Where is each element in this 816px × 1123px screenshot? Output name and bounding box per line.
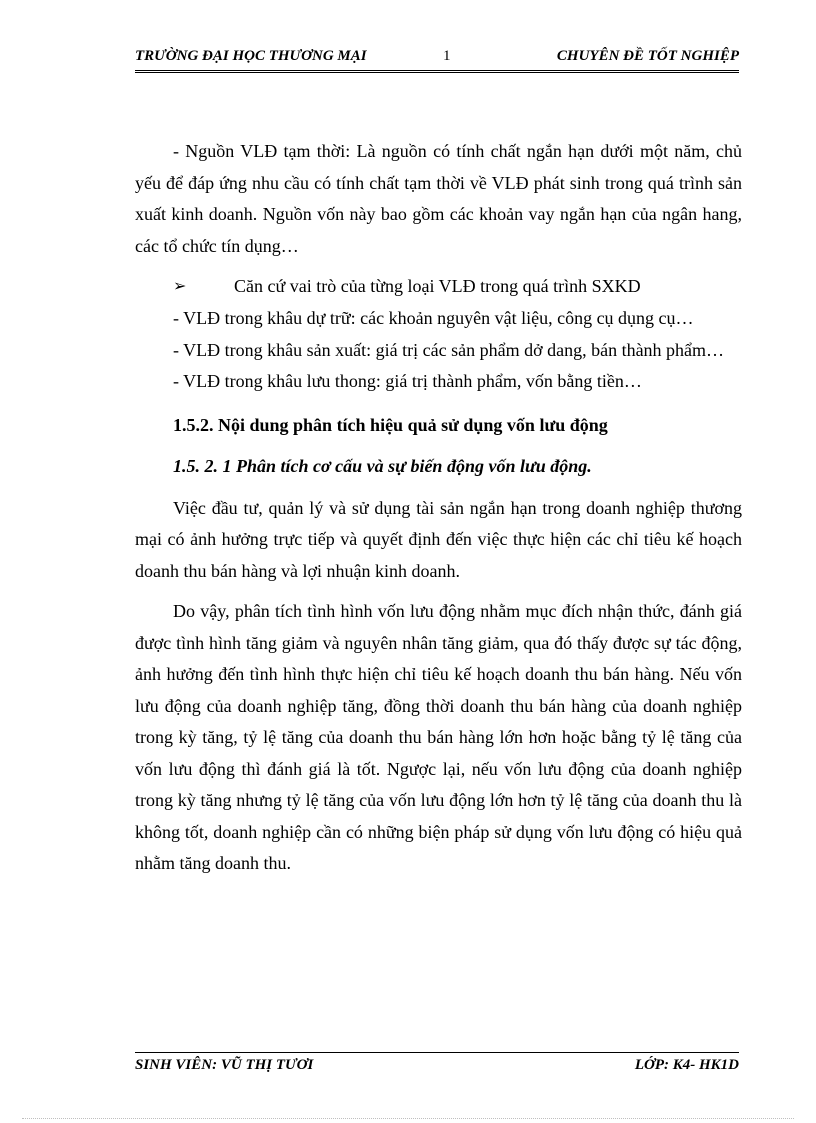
page-header [135, 48, 739, 73]
paragraph-investment: Việc đầu tư, quản lý và sử dụng tài sản ngắn hạn trong doanh nghiệp thương mại có ảnh hưởng trực tiếp và quyết định đến việc thực hiện các chỉ tiêu kế hoạch doanh thu bán hàng và lợi nhuận kinh doanh. [135, 497, 742, 581]
list-item-production: - VLĐ trong khâu sản xuất: giá trị các sản phẩm dở dang, bán thành phẩm… [173, 339, 725, 360]
list-item-circulation: - VLĐ trong khâu lưu thong: giá trị thành phẩm, vốn bằng tiền… [173, 371, 642, 391]
bullet-item [135, 271, 742, 302]
page-body [135, 136, 742, 880]
paragraph-temporary-capital: - Nguồn VLĐ tạm thời: Là nguồn có tính chất ngắn hạn dưới một năm, chủ yếu để đáp ứng nhu cầu có tính chất tạm thời về VLĐ phát sinh trong quá trình sản xuất kinh doanh. Nguồn vốn này bao gồm các khoản vay ngắn hạn của ngân hang, các tổ chức tín dụng… [135, 141, 742, 256]
arrow-bullet-icon: ➢ [173, 278, 187, 295]
header-document-type: CHUYÊN ĐỀ TỐT NGHIỆP [556, 48, 739, 64]
paragraph-analysis: Do vậy, phân tích tình hình vốn lưu động nhằm mục đích nhận thức, đánh giá được tình hình tăng giảm và nguyên nhân tăng giảm, qua đó thấy được sự tác động, ảnh hưởng đến tình hình thực hiện chỉ tiêu kế hoạch doanh thu bán hàng. Nếu vốn lưu động của doanh nghiệp tăng, đồng thời doanh thu bán hàng của doanh nghiệp trong kỳ tăng, tỷ lệ tăng của doanh thu bán hàng lớn hơn hoặc bằng tỷ lệ tăng của vốn lưu động thì đánh giá là tốt. Ngược lại, nếu vốn lưu động của doanh nghiệp trong kỳ tăng nhưng tỷ lệ tăng của vốn lưu động lớn hơn tỷ lệ tăng của doanh thu là không tốt, doanh nghiệp cần có những biện pháp sử dụng vốn lưu động có hiệu quả nhằm tăng doanh thu. [135, 601, 742, 873]
footer-class: LỚP: K4- HK1D [634, 1057, 739, 1073]
footer-student-name: SINH VIÊN: VŨ THỊ TƯƠI [135, 1057, 314, 1073]
bullet-text: Căn cứ vai trò của từng loại VLĐ trong quá trình SXKD [234, 276, 641, 296]
section-heading: 1.5.2. Nội dung phân tích hiệu quả sử dụng vốn lưu động [173, 414, 608, 435]
page-footer [135, 1052, 739, 1078]
list-item-storage: - VLĐ trong khâu dự trữ: các khoản nguyên vật liệu, công cụ dụng cụ… [173, 308, 694, 328]
header-page-number: 1 [443, 48, 451, 64]
header-school-name: TRƯỜNG ĐẠI HỌC THƯƠNG MẠI [135, 48, 367, 64]
page-edge-divider [22, 1118, 794, 1119]
subsection-heading: 1.5. 2. 1 Phân tích cơ cấu và sự biến động vốn lưu động. [173, 455, 592, 476]
